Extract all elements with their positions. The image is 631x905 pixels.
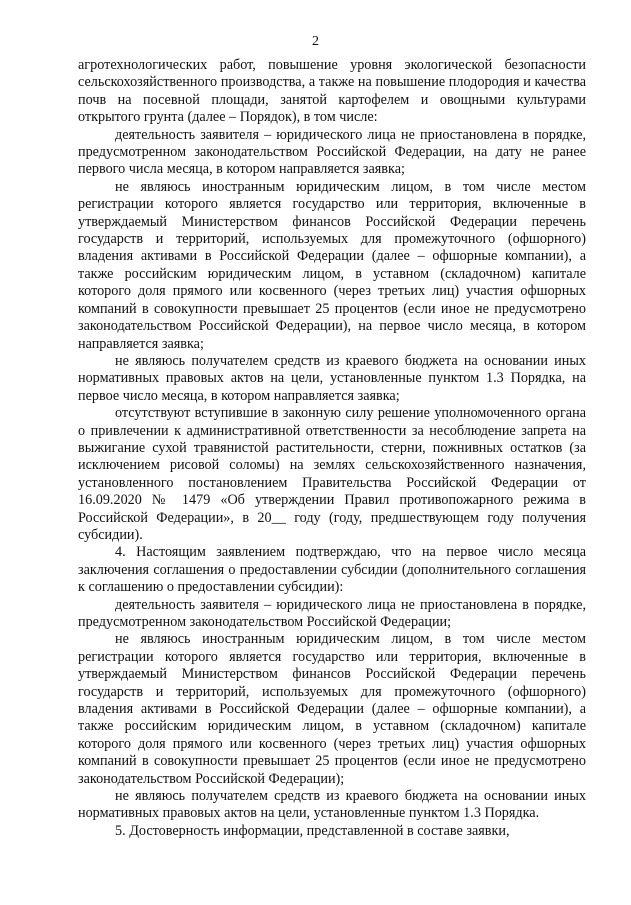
paragraph: не являюсь получателем средств из краевого бюджета на основании иных нормативных правовых актов на цели, установленные пунктом 1.3 Порядка.	[78, 788, 586, 822]
paragraph: 5. Достоверность информации, представленной в составе заявки,	[115, 822, 510, 839]
document-body	[78, 57, 586, 840]
paragraph: отсутствуют вступившие в законную силу решение уполномоченного органа о привлечении к административной ответственности за несоблюдение запрета на выжигание сухой травянистой растительности, стерни, пожнивных остатков (за исключением рисовой соломы) на землях сельскохозяйственного назначения, установленного постановлением Правительства Российской Федерации от 16.09.2020 № 1479 «Об утверждении Правил противопожарного режима в Российской Федерации», в 20__ году (году, предшествующем году получения субсидии).	[78, 405, 586, 543]
page-number: 2	[312, 34, 319, 49]
paragraph: не являюсь иностранным юридическим лицом, в том числе местом регистрации которого является государство или территория, включенные в утверждаемый Министерством финансов Российской Федерации перечень государств и территорий, используемых для промежуточного (офшорного) владения активами в Российской Федерации (далее – офшорные компании), а также российским юридическим лицом, в уставном (складочном) капитале которого доля прямого или косвенного (через третьих лиц) участия офшорных компаний в совокупности превышает 25 процентов (если иное не предусмотрено законодательством Российской Федерации), на первое число месяца, в котором направляется заявка;	[78, 178, 586, 352]
paragraph: 4. Настоящим заявлением подтверждаю, что на первое число месяца заключения соглашения о предоставлении субсидии (дополнительного соглашения к соглашению о предоставлении субсидии):	[78, 544, 586, 596]
paragraph: деятельность заявителя – юридического лица не приостановлена в порядке, предусмотренном законодательством Российской Федерации;	[78, 596, 586, 630]
paragraph: деятельность заявителя – юридического лица не приостановлена в порядке, предусмотренном законодательством Российской Федерации, на дату не ранее первого числа месяца, в котором направляется заявка;	[78, 126, 586, 178]
paragraph: не являюсь получателем средств из краевого бюджета на основании иных нормативных правовых актов на цели, установленные пунктом 1.3 Порядка, на первое число месяца, в котором направляется заявка;	[78, 352, 586, 404]
paragraph: агротехнологических работ, повышение уровня экологической безопасности сельскохозяйственного производства, а также на повышение плодородия и качества почв на посевной площади, занятой картофелем и овощными культурами открытого грунта (далее – Порядок), в том числе:	[78, 57, 586, 126]
paragraph: не являюсь иностранным юридическим лицом, в том числе местом регистрации которого является государство или территория, включенные в утверждаемый Министерством финансов Российской Федерации перечень государств и территорий, используемых для промежуточного (офшорного) владения активами в Российской Федерации (далее – офшорные компании), а также российским юридическим лицом, в уставном (складочном) капитале которого доля прямого или косвенного (через третьих лиц) участия офшорных компаний в совокупности превышает 25 процентов (если иное не предусмотрено законодательством Российской Федерации);	[78, 631, 586, 787]
